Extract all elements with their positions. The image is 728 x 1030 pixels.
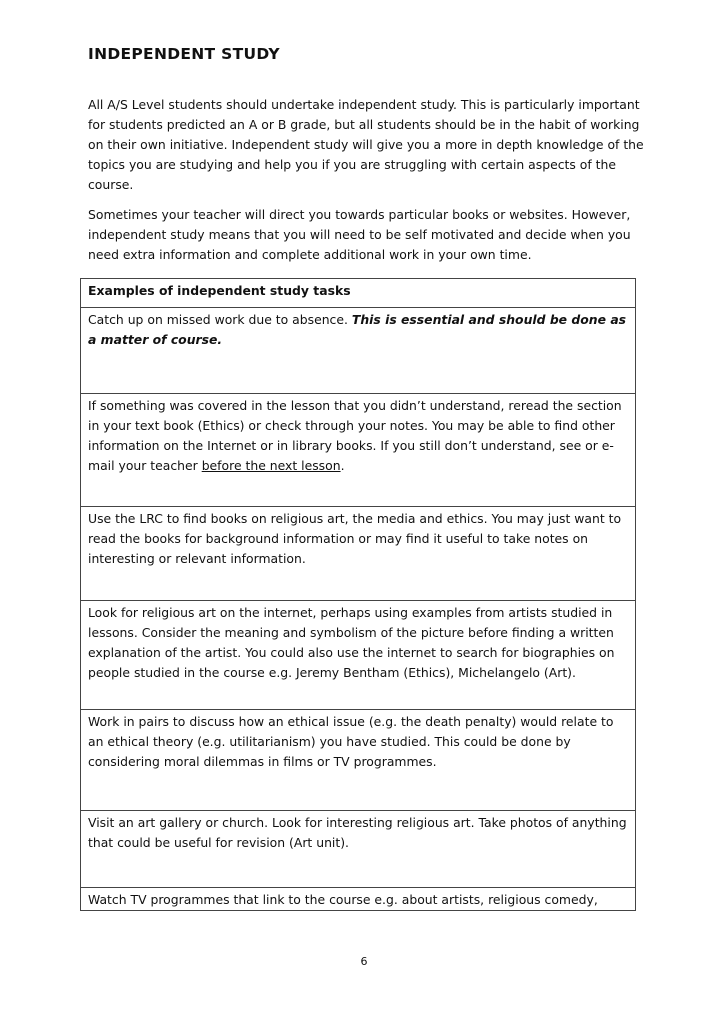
intro-paragraph-1: All A/S Level students should undertake independent study. This is particularly important for students predicted an A or B grade, but all students should be in the habit of working on their own initiative. Independent study will give you a more in depth knowledge of the topics you are studying and help you if you are struggling with certain aspects of the course. [88, 97, 644, 192]
study-tasks-table [80, 278, 636, 911]
task-cell-lrc-books: Use the LRC to find books on religious art, the media and ethics. You may just want to read the books for background information or may find it useful to take notes on interesting or relevant information. [81, 507, 636, 601]
table-row [81, 888, 636, 911]
task-text: Catch up on missed work due to absence. [88, 312, 352, 327]
table-row [81, 394, 636, 507]
task-suffix: . [340, 458, 345, 473]
task-cell-pair-discussion: Work in pairs to discuss how an ethical issue (e.g. the death penalty) would relate to an ethical theory (e.g. utilitarianism) you have studied. This could be done by considering moral dilemmas in films or TV programmes. [81, 710, 636, 811]
task-cell-art-gallery: Visit an art gallery or church. Look for interesting religious art. Take photos of anything that could be useful for revision (Art unit). [81, 811, 636, 888]
table-row [81, 507, 636, 601]
table-header-cell: Examples of independent study tasks [81, 279, 636, 308]
page-heading: INDEPENDENT STUDY [88, 45, 280, 63]
table-row [81, 811, 636, 888]
page-number: 6 [360, 955, 368, 968]
table-row [81, 710, 636, 811]
table-row [81, 601, 636, 710]
task-emphasis: This is essential and should be done as a matter of course. [88, 312, 627, 347]
task-cell-tv-programmes: Watch TV programmes that link to the course e.g. about artists, religious comedy, [81, 888, 636, 911]
task-cell-missed-work [81, 308, 636, 394]
table-header-row [81, 279, 636, 308]
task-cell-religious-art-internet: Look for religious art on the internet, perhaps using examples from artists studied in lessons. Consider the meaning and symbolism of the picture before finding a written explanation of the artist. You could also use the internet to search for biographies on people studied in the course e.g. Jeremy Bentham (Ethics), Michelangelo (Art). [81, 601, 636, 710]
task-text: If something was covered in the lesson that you didn’t understand, reread the section in your text book (Ethics) or check through your notes. You may be able to find other information on the Internet or in library books. If you still don’t understand, see or e-mail your teacher [88, 398, 622, 473]
task-cell-reread-notes [81, 394, 636, 507]
intro-paragraph-2: Sometimes your teacher will direct you towards particular books or websites. However, independent study means that you will need to be self motivated and decide when you need extra information and complete additional work in your own time. [88, 207, 631, 262]
table-row [81, 308, 636, 394]
task-underlined-text: before the next lesson [201, 458, 341, 473]
